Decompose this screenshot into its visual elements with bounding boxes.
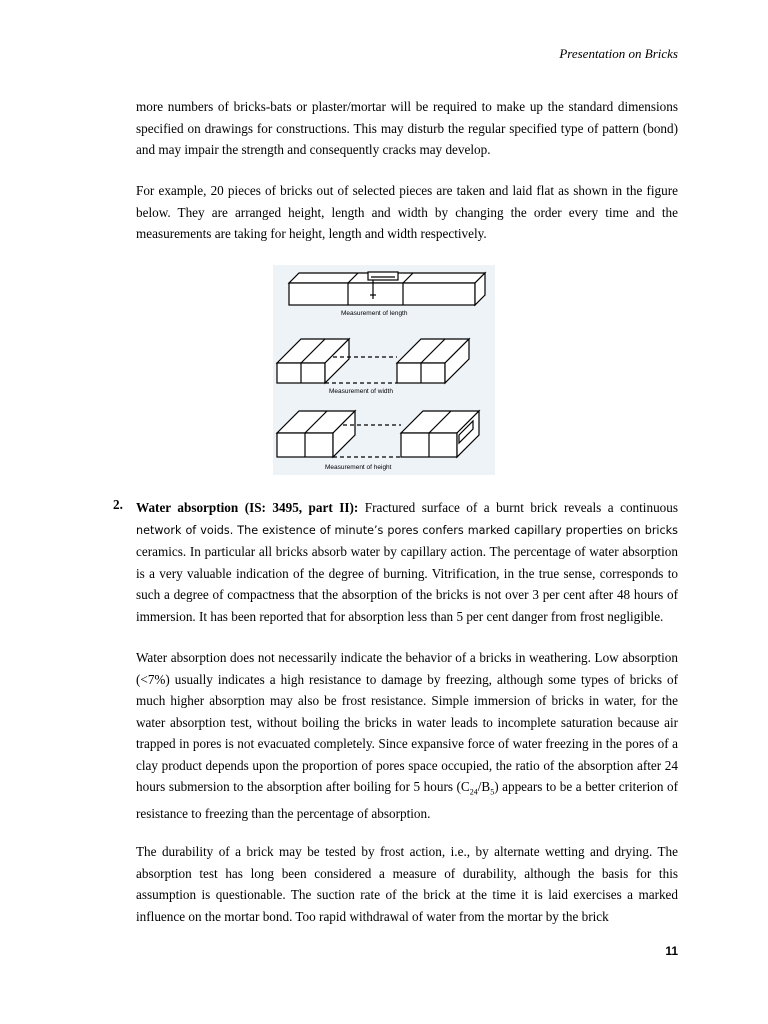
intro-text-b: network of voids. The existence of minute’s pores confers marked capillary properties on bricks	[136, 523, 678, 537]
page-number: 11	[665, 944, 678, 958]
brick-measurement-figure	[273, 265, 495, 475]
para2-text-a: Water absorption does not necessarily indicate the behavior of a bricks in weathering. Low absorption (<7%) usually indicates a high resistance to damage by freezing, although some types of bricks of much higher absorption may also be frost resistance. Simple immersion of bricks in water, for the water absorption test, without boiling the bricks in water leads to incomplete saturation because air trapped in pores is not evacuated completely. Since expansive force of water freezing in the pores of a clay product depends upon the proportion of pores space occupied, the ratio of the absorption after 24 hours submersion to the absorption after boiling for 5 hours (C	[136, 650, 678, 794]
label-length: Measurement of length	[341, 310, 408, 317]
length-row-bricks	[289, 272, 485, 305]
intro-text-a: Fractured surface of a burnt brick reveals a continuous	[358, 500, 678, 515]
brick-measurement-diagram	[273, 265, 495, 475]
para2-text-b: ) appears to be a better criterion of resistance to freezing than the percentage of absorption.	[136, 779, 678, 822]
running-header: Presentation on Bricks	[559, 46, 678, 61]
intro-text-c: ceramics. In particular all bricks absorb water by capillary action. The percentage of water absorption is a very valuable indication of the degree of burning. Vitrification, in the true sense, corresponds to such a degree of compactness that the absorption of the bricks is not over 3 per cent after 48 hours of immersion. It has been reported that for absorption less than 5 per cent danger from frost negligible.	[136, 544, 678, 624]
paragraph-example: For example, 20 pieces of bricks out of selected pieces are taken and laid flat as shown in the figure below. They are arranged height, length and width by changing the order every time and the measurements are taking for height, length and width respectively.	[136, 183, 678, 241]
paragraph-durability: The durability of a brick may be tested by frost action, i.e., by alternate wetting and drying. The absorption test has long been considered a measure of durability, although the basis for this assumption is questionable. The suction rate of the brick at the time it is laid exercises a marked influence on the mortar bond. Too rapid withdrawal of water from the mortar by the brick	[136, 844, 678, 924]
paragraph-bond-impact: more numbers of bricks-bats or plaster/mortar will be required to make up the standard dimensions specified on drawings for constructions. This may disturb the regular specified type of pattern (bond) and may impair the strength and consequently cracks may develop.	[136, 99, 678, 157]
height-row-bricks	[277, 411, 479, 457]
label-height: Measurement of height	[325, 464, 392, 471]
para2-text-mid: /B	[477, 779, 491, 794]
width-row-bricks	[273, 339, 469, 383]
subscript-5: 5	[490, 787, 495, 797]
paragraph-weathering	[136, 647, 678, 825]
section-heading: Water absorption (IS: 3495, part II):	[136, 500, 359, 515]
list-number: 2.	[113, 497, 123, 512]
label-width: Measurement of width	[329, 388, 393, 395]
subscript-24: 24	[469, 787, 478, 797]
paragraph-water-absorption	[136, 497, 678, 627]
